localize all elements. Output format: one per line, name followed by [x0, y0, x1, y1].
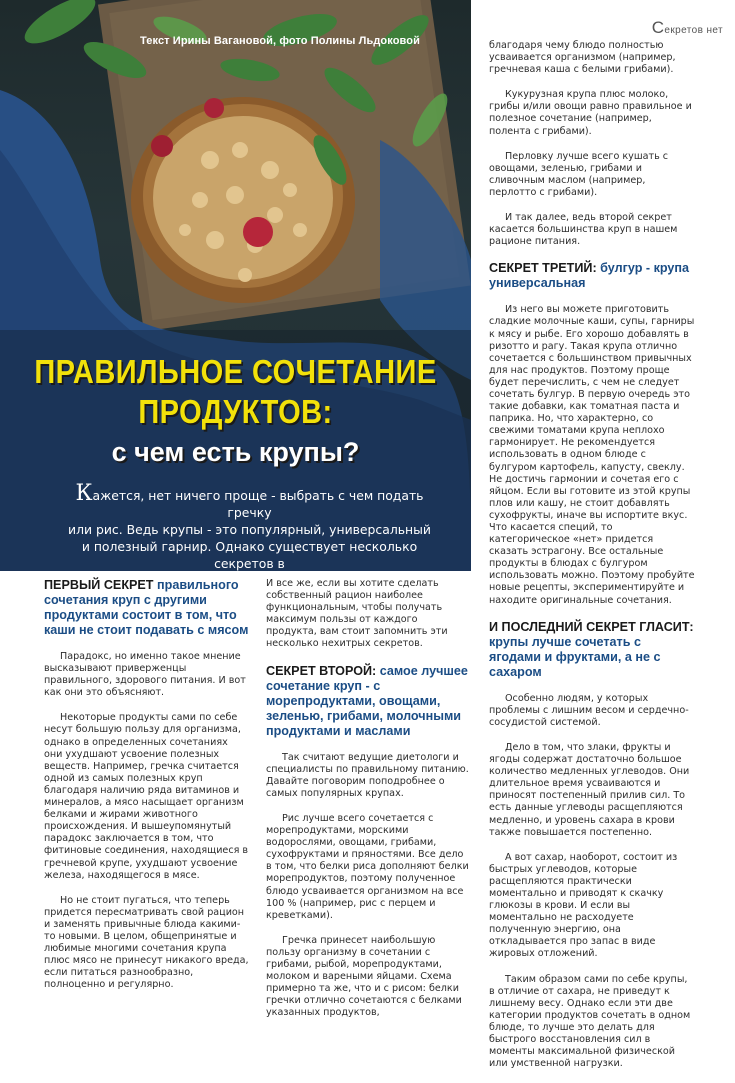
- heading-key: ПЕРВЫЙ СЕКРЕТ: [44, 578, 154, 592]
- paragraph: Так считают ведущие диетологи и специалисты по правильному питанию. Давайте поговорим поподробнее о самых популярных крупах.: [266, 751, 469, 799]
- heading-rest: самое лучшее сочетание круп - с морепродуктами, овощами, зеленью, грибами, молочными продуктами и маслами: [266, 663, 468, 738]
- paragraph: Но не стоит пугаться, что теперь придется пересматривать свой рацион и заменять привычные блюда какими-то новыми. В целом, общепринятые и любимые многими сочетания крупа плюс мясо не принесут никакого вреда, если питаться разнообразно, полноценно и регулярно.: [44, 894, 249, 991]
- heading-first-secret: [44, 578, 249, 638]
- paragraph: Кукурузная крупа плюс молоко, грибы и/или овощи равно правильное и полезное сочетание (например, полента с грибами).: [489, 89, 692, 137]
- heading-key: СЕКРЕТ ВТОРОЙ:: [266, 663, 377, 678]
- berry: [243, 217, 273, 247]
- paragraph: Парадокс, но именно такое мнение высказывают приверженцы правильного, здорового питания. И вот как они это объясняют.: [44, 651, 246, 699]
- photo-credit: Текст Ирины Вагановой, фото Полины Льдоковой: [140, 35, 420, 47]
- heading-second-secret: [266, 664, 471, 739]
- article-title-line2: ПРОДУКТОВ:: [138, 393, 333, 430]
- column-1: [44, 578, 249, 1004]
- hero-photo: [0, 0, 471, 571]
- intro-line: или рис. Ведь крупы - это популярный, универсальный: [68, 522, 431, 537]
- heading-rest: правильного сочетания круп с другими продуктами состоит в том, что каши не стоит подавать с мясом: [44, 578, 249, 637]
- paragraph: Таким образом сами по себе крупы, в отличие от сахара, не приведут к лишнему весу. Однако если эти две категории продуктов сочетать в одном блюде, то лучше это делать для быстрого восстановления сил в моменты максимальной физической или умственной нагрузки.: [489, 973, 691, 1070]
- article-title-line1: ПРАВИЛЬНОЕ СОЧЕТАНИЕ: [34, 353, 437, 390]
- paragraph: И так далее, ведь второй секрет касается большинства круп в нашем рационе питания.: [489, 212, 678, 248]
- intro-drop-cap: К: [75, 481, 93, 506]
- heading-last-secret: [489, 620, 695, 680]
- intro-line: и полезный гарнир. Однако существует несколько секретов в: [81, 539, 418, 571]
- column-3: [489, 40, 695, 1083]
- paragraph: Дело в том, что злаки, фрукты и ягоды содержат достаточно большое количество медленных углеводов. Они длительное время усваиваются и приносят постепенный прилив сил. То есть данные углеводы расщепляются медленно, и уровень сахара в крови также повышается постепенно.: [489, 741, 690, 838]
- heading-key: СЕКРЕТ ТРЕТИЙ:: [489, 261, 597, 276]
- paragraph: благодаря чему блюдо полностью усваивается организмом (например, гречневая каша с белыми грибами).: [489, 40, 676, 76]
- paragraph: Перловку лучше всего кушать с овощами, зеленью, грибами и сливочным маслом (например, перлотто с грибами).: [489, 150, 669, 198]
- heading-key: И ПОСЛЕДНИЙ СЕКРЕТ ГЛАСИТ:: [489, 619, 694, 634]
- heading-rest: крупы лучше сочетать с ягодами и фруктами, а не с сахаром: [489, 634, 661, 679]
- section-label-initial: С: [651, 18, 665, 37]
- article-subtitle: с чем есть крупы?: [111, 437, 360, 467]
- heading-rest: булгур - крупа универсальная: [489, 261, 690, 291]
- paragraph: Особенно людям, у которых проблемы с лишним весом и сердечно-сосудистой системой.: [489, 692, 689, 728]
- paragraph: И все же, если вы хотите сделать собственный рацион наиболее функциональным, чтобы получать максимум пользы от каждого продукта, вам стоит запомнить эти несколько нехитрых секретов.: [266, 578, 448, 650]
- section-label: [652, 18, 723, 38]
- intro-line: ажется, нет ничего проще - выбрать с чем подать гречку: [92, 488, 424, 520]
- paragraph: Из него вы можете приготовить сладкие молочные каши, супы, гарниры к мясу и рыбе. Его хорошо добавлять в ризотто и рагу. Такая крупа отлично сочетается с большинством привычных для нас продуктов. Поэтому проще будет перечислить, с чем не следует сочетать булгур. В первую очередь это такие добавки, как томатная паста и паприка. Но, что характерно, со свежими томатами крупа неплохо гармонирует. Не рекомендуется использовать в одном блюде с булгуром картофель, капусту, свеклу. Не достичь гармонии и сочетая его с яйцом. Если вы готовите из этой крупы плов или кашу, не стоит добавлять сухофрукты, иначе вы испортите вкус. Что касается специй, то категорическое «нет» придется сказать эстрагону. Все остальные продукты в блюдах с булгуром использовать можно. Поэтому пробуйте новые рецепты, экспериментируйте и находите оригинальные сочетания.: [489, 304, 695, 606]
- column-2: [266, 578, 471, 1032]
- paragraph: Гречка принесет наибольшую пользу организму в сочетании с грибами, рыбой, морепродуктами, молоком и вареными яйцами. Схема примерно та же, что и с рисом: белки гречки отлично сочетаются с белками указанных продуктов,: [266, 934, 462, 1019]
- article-intro: [52, 481, 447, 571]
- paragraph: Рис лучше всего сочетается с морепродуктами, морскими водорослями, овощами, грибами, сухофруктами и пряностями. Все дело в том, что белки риса дополняют белки морепродуктов, поэтому полученное блюдо усваивается организмом на все 100 % (например, рис с перцем и креветками).: [266, 812, 469, 921]
- heading-third-secret: [489, 261, 695, 291]
- paragraph: Некоторые продукты сами по себе несут большую пользу для организма, однако в определенных сочетаниях они ухудшают усвоение полезных веществ. Например, гречка считается одной из самых полезных круп благодаря наличию ряда витаминов и минералов, а мясо насыщает организм белками и жирами животного происхождения. И вышеупомянутый парадокс заключается в том, что фитиновые соединения, находящиеся в гречневой крупе, ухудшают усвоение железа, находящегося в мясе.: [44, 712, 249, 881]
- paragraph: А вот сахар, наоборот, состоит из быстрых углеводов, которые расщепляются практически моментально и приводят к скачку глюкозы в крови. И если вы моментально не расходуете полученную энергию, она откладывается про запас в виде жировых отложений.: [489, 851, 678, 960]
- section-label-rest: екретов нет: [664, 25, 723, 36]
